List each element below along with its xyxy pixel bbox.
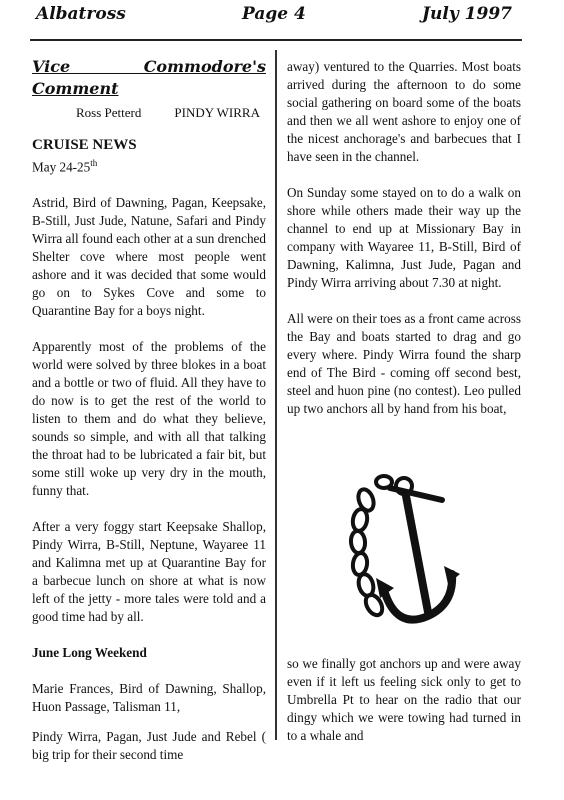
paragraph-r2: On Sunday some stayed on to do a walk on shore while others made their way up the channel to end up at Missionary Bay in company with Wayaree 11, B-Still, Bird of Dawning, Kalimna, Just Jude, Pagan and Pindy Wirra arriving about 7.30 at night. (287, 185, 521, 290)
paragraph-r4: so we finally got anchors up and were away even if it left us feeling sick only to get to Umbrella Pt to hear on the radio that our dingy which we were towing had turned in to a whale and (287, 656, 521, 743)
right-column-bottom (287, 655, 521, 745)
subheading-june: June Long Weekend (32, 645, 147, 661)
author-name: Ross Petterd (76, 105, 142, 120)
cruise-dates (32, 154, 266, 176)
byline (76, 104, 260, 122)
paragraph-3: After a very foggy start Keepsake Shallop, Pindy Wirra, B-Still, Neptune, Wayaree 11 and Kalimna met up at Quarantine Bay for a barbecue lunch on shore at what is now left of the jetty - more tales were told and a good time had by all. (32, 519, 266, 625)
page-number: Page 4 (242, 4, 306, 24)
dates-text: May 24-25 (32, 159, 91, 175)
paragraph-4: Marie Frances, Bird of Dawning, Shallop, Huon Passage, Talisman 11, (32, 681, 266, 715)
left-column (32, 56, 266, 764)
column-divider (275, 50, 277, 740)
boat-name: PINDY WIRRA (174, 105, 260, 120)
issue-date: July 1997 (422, 4, 512, 24)
paragraph-5: Pindy Wirra, Pagan, Just Jude and Rebel ( big trip for their second time (32, 729, 266, 763)
article-title: Vice Commodore's Comment (32, 57, 266, 98)
paragraph-r1: away) ventured to the Quarries. Most boats arrived during the afternoon to do some social gathering on board some of the boats and then we all went ashore to enjoy one of the nicest anchorage's and barbecues that I have seen in the channel. (287, 59, 521, 164)
dates-sup: th (90, 158, 98, 168)
header-rule (30, 39, 522, 41)
right-column-top (287, 58, 521, 418)
anchor-icon (334, 470, 464, 645)
paragraph-1: Astrid, Bird of Dawning, Pagan, Keepsake, B-Still, Just Jude, Natune, Safari and Pindy Wirra all found each other at a sun drenched Shelter cove where most people went ashore and it was decided that some would go on to Sykes Cove and some to Quarantine Bay for a boys night. (32, 195, 266, 319)
publication-name: Albatross (36, 4, 126, 24)
section-heading: CRUISE NEWS (32, 137, 137, 153)
paragraph-r3: All were on their toes as a front came across the Bay and boats started to drag and go every where. Pindy Wirra found the sharp end of The Bird - coming off second best, steel and huon pine (no contest). Leo pulled up two anchors all by hand from his boat, (287, 311, 521, 416)
paragraph-2: Apparently most of the problems of the world were solved by three blokes in a boat and a bottle or two of fluid. All they have to do now is to get the rest of the world to listen to them and do what they believe, sounds so simple, and with all that talking the throat had to be lubricated a fair bit, but some still woke up very dry in the mouth, funny that. (32, 339, 266, 499)
